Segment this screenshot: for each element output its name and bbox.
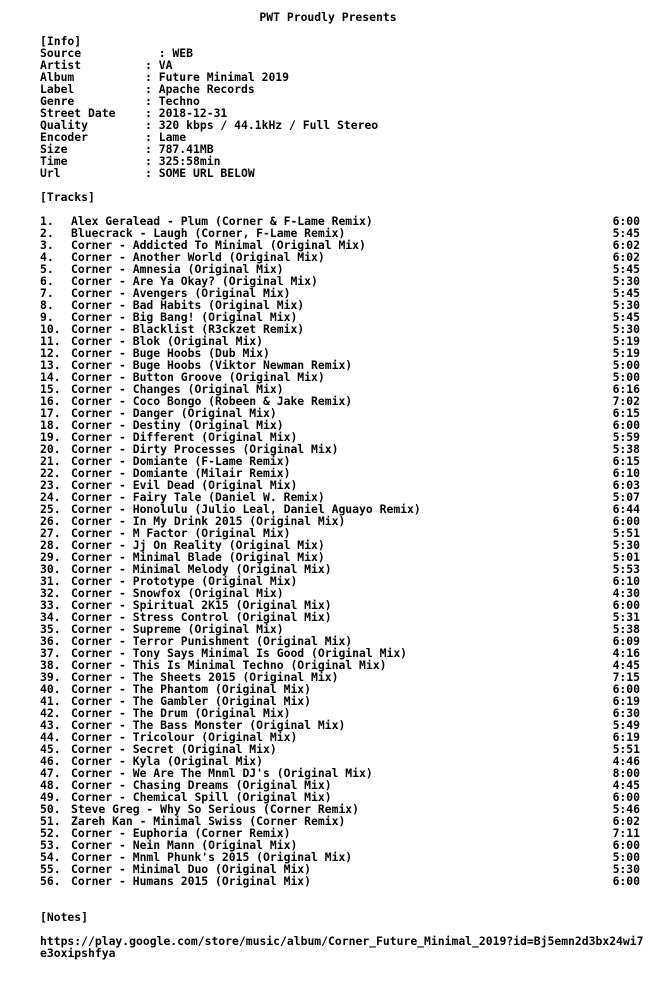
track-number: 5. (40, 262, 54, 276)
track-duration: 6:19 (612, 730, 640, 744)
track-number: 54. (40, 850, 61, 864)
info-value: : 325:58min (145, 154, 221, 168)
track-duration: 5:45 (612, 262, 640, 276)
track-number: 28. (40, 538, 61, 552)
track-number: 21. (40, 454, 61, 468)
track-title: Corner - Kyla (Original Mix) (71, 754, 264, 768)
track-number: 39. (40, 670, 61, 684)
track-duration: 5:00 (612, 370, 640, 384)
track-title: Corner - Secret (Original Mix) (71, 742, 277, 756)
track-title: Corner - Humans 2015 (Original Mix) (71, 874, 312, 888)
track-title: Corner - Addicted To Minimal (Original Mix) (71, 238, 366, 252)
track-title: Corner - Tricolour (Original Mix) (71, 730, 298, 744)
track-duration: 5:30 (612, 298, 640, 312)
track-number: 26. (40, 514, 61, 528)
track-number: 1. (40, 214, 54, 228)
track-duration: 4:45 (612, 778, 640, 792)
track-title: Corner - Honolulu (Julio Leal, Daniel Aguayo Remix) (71, 502, 421, 516)
info-key: Time (40, 154, 68, 168)
track-duration: 5:30 (612, 538, 640, 552)
track-number: 13. (40, 358, 61, 372)
track-title: Corner - Euphoria (Corner Remix) (71, 826, 291, 840)
info-value: : Future Minimal 2019 (145, 70, 290, 84)
tracks-heading: [Tracks] (40, 190, 95, 204)
track-title: Corner - Blok (Original Mix) (71, 334, 264, 348)
track-title: Corner - Fairy Tale (Daniel W. Remix) (71, 490, 325, 504)
track-duration: 5:45 (612, 286, 640, 300)
info-value: : Lame (145, 130, 187, 144)
info-key: Url (40, 166, 61, 180)
track-duration: 5:19 (612, 334, 640, 348)
track-duration: 5:38 (612, 442, 640, 456)
track-number: 44. (40, 730, 61, 744)
track-number: 37. (40, 646, 61, 660)
track-number: 6. (40, 274, 54, 288)
track-title: Corner - Dirty Processes (Original Mix) (71, 442, 339, 456)
track-title: Corner - Destiny (Original Mix) (71, 418, 284, 432)
info-value: : 2018-12-31 (145, 106, 228, 120)
track-number: 23. (40, 478, 61, 492)
track-duration: 5:51 (612, 526, 640, 540)
track-title: Zareh Kan - Minimal Swiss (Corner Remix) (71, 814, 346, 828)
info-value: : 320 kbps / 44.1kHz / Full Stereo (145, 118, 379, 132)
track-number: 43. (40, 718, 61, 732)
track-title: Corner - Spiritual 2K15 (Original Mix) (71, 598, 332, 612)
track-number: 42. (40, 706, 61, 720)
track-number: 4. (40, 250, 54, 264)
track-number: 16. (40, 394, 61, 408)
track-number: 32. (40, 586, 61, 600)
track-duration: 6:02 (612, 250, 640, 264)
info-value: : WEB (145, 46, 194, 60)
track-number: 36. (40, 634, 61, 648)
info-key: Artist (40, 58, 82, 72)
track-title: Steve Greg - Why So Serious (Corner Remix) (71, 802, 360, 816)
track-duration: 5:38 (612, 622, 640, 636)
track-title: Corner - Big Bang! (Original Mix) (71, 310, 298, 324)
track-number: 33. (40, 598, 61, 612)
track-number: 46. (40, 754, 61, 768)
track-duration: 6:00 (612, 682, 640, 696)
track-title: Corner - Evil Dead (Original Mix) (71, 478, 298, 492)
track-number: 31. (40, 574, 61, 588)
track-duration: 4:46 (612, 754, 640, 768)
track-number: 18. (40, 418, 61, 432)
track-title: Corner - In My Drink 2015 (Original Mix) (71, 514, 346, 528)
track-number: 38. (40, 658, 61, 672)
track-number: 48. (40, 778, 61, 792)
track-duration: 5:51 (612, 742, 640, 756)
track-number: 30. (40, 562, 61, 576)
info-key: Genre (40, 94, 75, 108)
track-number: 14. (40, 370, 61, 384)
track-duration: 4:16 (612, 646, 640, 660)
track-title: Corner - Bad Habits (Original Mix) (71, 298, 305, 312)
track-title: Corner - Jj On Reality (Original Mix) (71, 538, 325, 552)
track-title: Corner - Nein Mann (Original Mix) (71, 838, 298, 852)
track-duration: 6:02 (612, 238, 640, 252)
track-title: Bluecrack - Laugh (Corner, F-Lame Remix) (71, 226, 346, 240)
track-duration: 5:01 (612, 550, 640, 564)
track-duration: 5:45 (612, 310, 640, 324)
track-title: Corner - The Gambler (Original Mix) (71, 694, 312, 708)
track-duration: 5:30 (612, 862, 640, 876)
track-title: Corner - The Phantom (Original Mix) (71, 682, 312, 696)
track-title: Corner - Supreme (Original Mix) (71, 622, 284, 636)
track-duration: 5:00 (612, 850, 640, 864)
track-title: Corner - Minimal Melody (Original Mix) (71, 562, 332, 576)
track-number: 41. (40, 694, 61, 708)
track-number: 2. (40, 226, 54, 240)
track-title: Corner - Changes (Original Mix) (71, 382, 284, 396)
page-title: PWT Proudly Presents (259, 10, 397, 24)
track-number: 7. (40, 286, 54, 300)
track-number: 17. (40, 406, 61, 420)
track-duration: 6:09 (612, 634, 640, 648)
track-number: 45. (40, 742, 61, 756)
track-title: Corner - Chemical Spill (Original Mix) (71, 790, 332, 804)
track-duration: 6:00 (612, 874, 640, 888)
track-duration: 5:53 (612, 562, 640, 576)
track-number: 9. (40, 310, 54, 324)
track-duration: 6:00 (612, 790, 640, 804)
track-number: 52. (40, 826, 61, 840)
track-duration: 5:00 (612, 358, 640, 372)
track-number: 56. (40, 874, 61, 888)
track-title: Corner - Domiante (F-Lame Remix) (71, 454, 291, 468)
track-title: Corner - Domiante (Milair Remix) (71, 466, 291, 480)
notes-url-link[interactable]: https://play.google.com/store/music/album/Corner_Future_Minimal_2019?id=Bj5emn2d3bx24wi7e3oxipshfya (40, 934, 644, 960)
info-key: Encoder (40, 130, 89, 144)
track-title: Corner - Buge Hoobs (Viktor Newman Remix) (71, 358, 353, 372)
info-value: : Techno (145, 94, 200, 108)
track-title: Corner - The Bass Monster (Original Mix) (71, 718, 346, 732)
track-duration: 5:45 (612, 226, 640, 240)
track-duration: 5:31 (612, 610, 640, 624)
track-number: 50. (40, 802, 61, 816)
track-number: 12. (40, 346, 61, 360)
track-duration: 5:49 (612, 718, 640, 732)
info-value: : SOME URL BELOW (145, 166, 255, 180)
track-duration: 6:00 (612, 838, 640, 852)
track-title: Corner - Stress Control (Original Mix) (71, 610, 332, 624)
track-duration: 6:00 (612, 214, 640, 228)
track-title: Alex Geralead - Plum (Corner & F-Lame Remix) (71, 214, 373, 228)
track-number: 29. (40, 550, 61, 564)
track-number: 15. (40, 382, 61, 396)
track-duration: 6:10 (612, 574, 640, 588)
info-key: Source (40, 46, 82, 60)
track-duration: 6:03 (612, 478, 640, 492)
track-duration: 6:10 (612, 466, 640, 480)
track-title: Corner - Danger (Original Mix) (71, 406, 277, 420)
track-duration: 7:02 (612, 394, 640, 408)
track-title: Corner - Terror Punishment (Original Mix) (71, 634, 353, 648)
track-number: 20. (40, 442, 61, 456)
track-number: 10. (40, 322, 61, 336)
track-number: 24. (40, 490, 61, 504)
track-row (40, 875, 640, 887)
track-title: Corner - Blacklist (R3ckzet Remix) (71, 322, 305, 336)
track-number: 8. (40, 298, 54, 312)
track-duration: 6:00 (612, 514, 640, 528)
track-title: Corner - Are Ya Okay? (Original Mix) (71, 274, 318, 288)
track-number: 40. (40, 682, 61, 696)
info-key: Size (40, 142, 68, 156)
info-key: Album (40, 70, 75, 84)
track-number: 47. (40, 766, 61, 780)
track-title: Corner - Mnml Phunk's 2015 (Original Mix) (71, 850, 353, 864)
track-title: Corner - The Sheets 2015 (Original Mix) (71, 670, 339, 684)
track-number: 49. (40, 790, 61, 804)
track-title: Corner - Avengers (Original Mix) (71, 286, 291, 300)
track-number: 3. (40, 238, 54, 252)
track-title: Corner - Buge Hoobs (Dub Mix) (71, 346, 270, 360)
info-value: : 787.41MB (145, 142, 214, 156)
info-key: Street Date (40, 106, 116, 120)
track-duration: 6:19 (612, 694, 640, 708)
track-title: Corner - Snowfox (Original Mix) (71, 586, 284, 600)
track-duration: 7:11 (612, 826, 640, 840)
info-value: : Apache Records (145, 82, 255, 96)
track-duration: 6:15 (612, 454, 640, 468)
track-number: 19. (40, 430, 61, 444)
track-duration: 5:30 (612, 322, 640, 336)
track-number: 35. (40, 622, 61, 636)
track-duration: 7:15 (612, 670, 640, 684)
track-title: Corner - Tony Says Minimal Is Good (Original Mix) (71, 646, 408, 660)
track-number: 11. (40, 334, 61, 348)
info-key: Label (40, 82, 75, 96)
track-number: 22. (40, 466, 61, 480)
track-duration: 5:59 (612, 430, 640, 444)
track-duration: 5:07 (612, 490, 640, 504)
track-title: Corner - Coco Bongo (Robeen & Jake Remix) (71, 394, 353, 408)
track-duration: 6:16 (612, 382, 640, 396)
info-heading: [Info] (40, 34, 82, 48)
track-title: Corner - Different (Original Mix) (71, 430, 298, 444)
track-duration: 6:02 (612, 814, 640, 828)
track-duration: 6:44 (612, 502, 640, 516)
track-title: Corner - Amnesia (Original Mix) (71, 262, 284, 276)
track-number: 27. (40, 526, 61, 540)
track-duration: 6:00 (612, 418, 640, 432)
track-number: 34. (40, 610, 61, 624)
track-title: Corner - Another World (Original Mix) (71, 250, 325, 264)
track-title: Corner - M Factor (Original Mix) (71, 526, 291, 540)
info-key: Quality (40, 118, 89, 132)
track-title: Corner - The Drum (Original Mix) (71, 706, 291, 720)
track-duration: 4:30 (612, 586, 640, 600)
track-duration: 8:00 (612, 766, 640, 780)
notes-heading: [Notes] (40, 910, 89, 924)
track-title: Corner - Chasing Dreams (Original Mix) (71, 778, 332, 792)
track-title: Corner - Prototype (Original Mix) (71, 574, 298, 588)
track-duration: 5:30 (612, 274, 640, 288)
track-title: Corner - Minimal Duo (Original Mix) (71, 862, 312, 876)
track-title: Corner - This Is Minimal Techno (Original Mix) (71, 658, 387, 672)
info-value: : VA (145, 58, 173, 72)
track-title: Corner - Minimal Blade (Original Mix) (71, 550, 325, 564)
track-duration: 6:15 (612, 406, 640, 420)
track-duration: 5:19 (612, 346, 640, 360)
track-title: Corner - We Are The Mnml DJ's (Original Mix) (71, 766, 373, 780)
track-duration: 6:30 (612, 706, 640, 720)
track-number: 53. (40, 838, 61, 852)
track-duration: 5:46 (612, 802, 640, 816)
track-number: 25. (40, 502, 61, 516)
track-title: Corner - Button Groove (Original Mix) (71, 370, 325, 384)
track-number: 51. (40, 814, 61, 828)
track-duration: 6:00 (612, 598, 640, 612)
track-duration: 4:45 (612, 658, 640, 672)
track-number: 55. (40, 862, 61, 876)
